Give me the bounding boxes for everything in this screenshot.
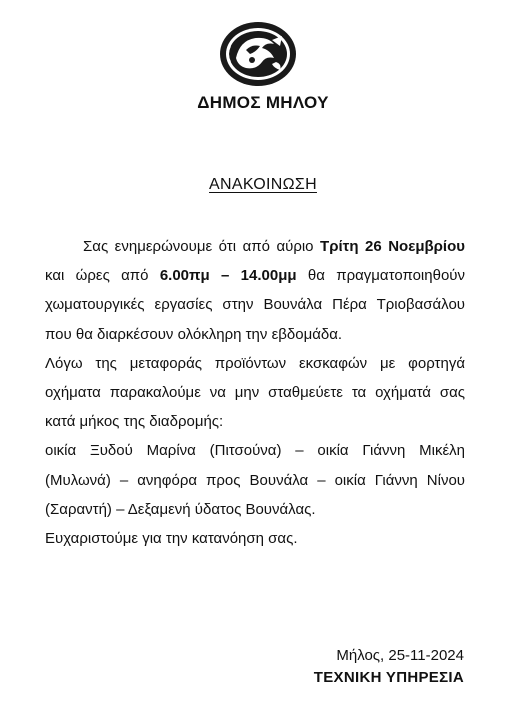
paragraph-parking-request: Λόγω της μεταφοράς προϊόντων εκσκαφών με φορτηγά οχήματα παρακαλούμε να μην σταθμεύετε τα οχήματά σας κατά μήκος της διαδρομής: [45,354,465,431]
work-hours: 6.00πμ – 14.00μμ [159,267,297,285]
place-date: Μήλος, 25-11-2024 [336,647,464,664]
work-date: Τρίτη 26 Νοεμβρίου [320,238,465,255]
coin-emblem-icon [216,18,300,90]
organization-name: ΔΗΜΟΣ ΜΗΛΟΥ [197,93,329,112]
text-hours-intro: και ώρες από [45,267,160,285]
paragraph-thanks: Ευχαριστούμε για την κατανόηση σας. [45,530,298,548]
paragraph-route: οικία Ξυδού Μαρίνα (Πιτσούνα) – οικία Γιάννη Μικέλη (Μυλωνά) – ανηφόρα προς Βουνάλα – οικία Γιάννη Νίνου (Σαραντή) – Δεξαμενή ύδατος Βουνάλας. [45,442,465,518]
announcement-title: ΑΝΑΚΟΙΝΩΣΗ [209,176,317,193]
municipality-logo [216,18,300,90]
paragraph-work-notice [45,232,465,349]
text-work-details: θα πραγματοποιηθούν χωματουργικές εργασίες στην Βουνάλα Πέρα Τριοβασάλου που θα διαρκέσουν ολόκληρη την εβδομάδα. [45,267,465,343]
text-intro: Σας ενημερώνουμε ότι από αύριο [83,238,321,255]
announcement-body [45,232,465,553]
signature-block [314,645,464,689]
department-name: ΤΕΧΝΙΚΗ ΥΠΗΡΕΣΙΑ [313,669,464,686]
